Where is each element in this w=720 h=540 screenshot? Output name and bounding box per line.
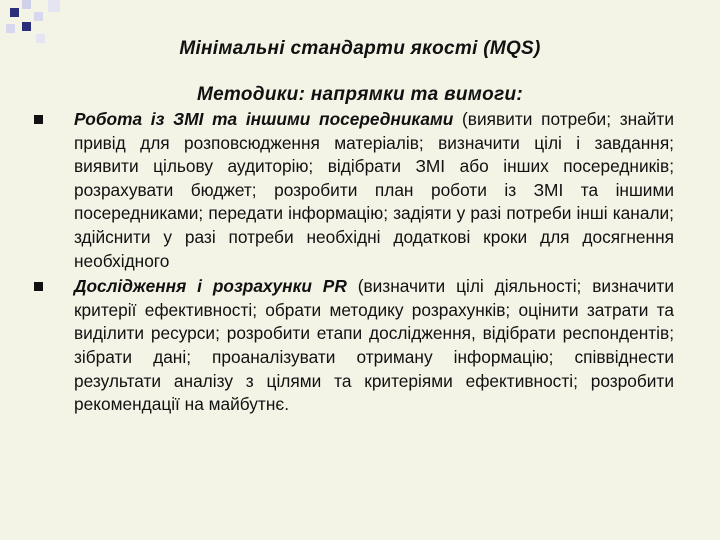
list-item [34, 275, 674, 417]
page-subtitle: Методики: напрямки та вимоги: [196, 84, 524, 105]
list-item [34, 108, 674, 273]
square-bullet-icon [34, 282, 43, 291]
decoration-square [34, 12, 43, 21]
bullet-list [34, 108, 674, 417]
decoration-square [22, 22, 31, 31]
decoration-square [10, 8, 19, 17]
page-title: Мінімальні стандарти якості (MQS) [179, 38, 541, 59]
item-text: (виявити потреби; знайти привід для розповсюдження матеріалів; визначити цілі і завдання; виявити цільову аудиторію; відібрати ЗМІ або інших посередників; розрахувати бюджет; розробити план роботи із ЗМІ та іншими посередниками; передати інформацію; задіяти у разі потреби інші канали; здійснити у разі потреби необхідні додаткові кроки для досягнення необхідного [74, 109, 674, 271]
decoration-square [6, 24, 15, 33]
item-heading: Робота із ЗМІ та іншими посередниками [74, 109, 454, 129]
decoration-square [48, 0, 60, 12]
decoration-square [22, 0, 31, 9]
item-heading: Дослідження і розрахунки PR [74, 276, 347, 297]
square-bullet-icon [34, 115, 43, 124]
item-text: (визначити цілі діяльності; визначити критерії ефективності; обрати методику розрахунків; оцінити затрати та виділити ресурси; розробити етапи дослідження, відібрати респондентів; зібрати дані; проаналізувати отриману інформацію; співвіднести результати аналізу з цілями та критеріями ефективності; розробити рекомендації на майбутнє. [74, 276, 674, 415]
